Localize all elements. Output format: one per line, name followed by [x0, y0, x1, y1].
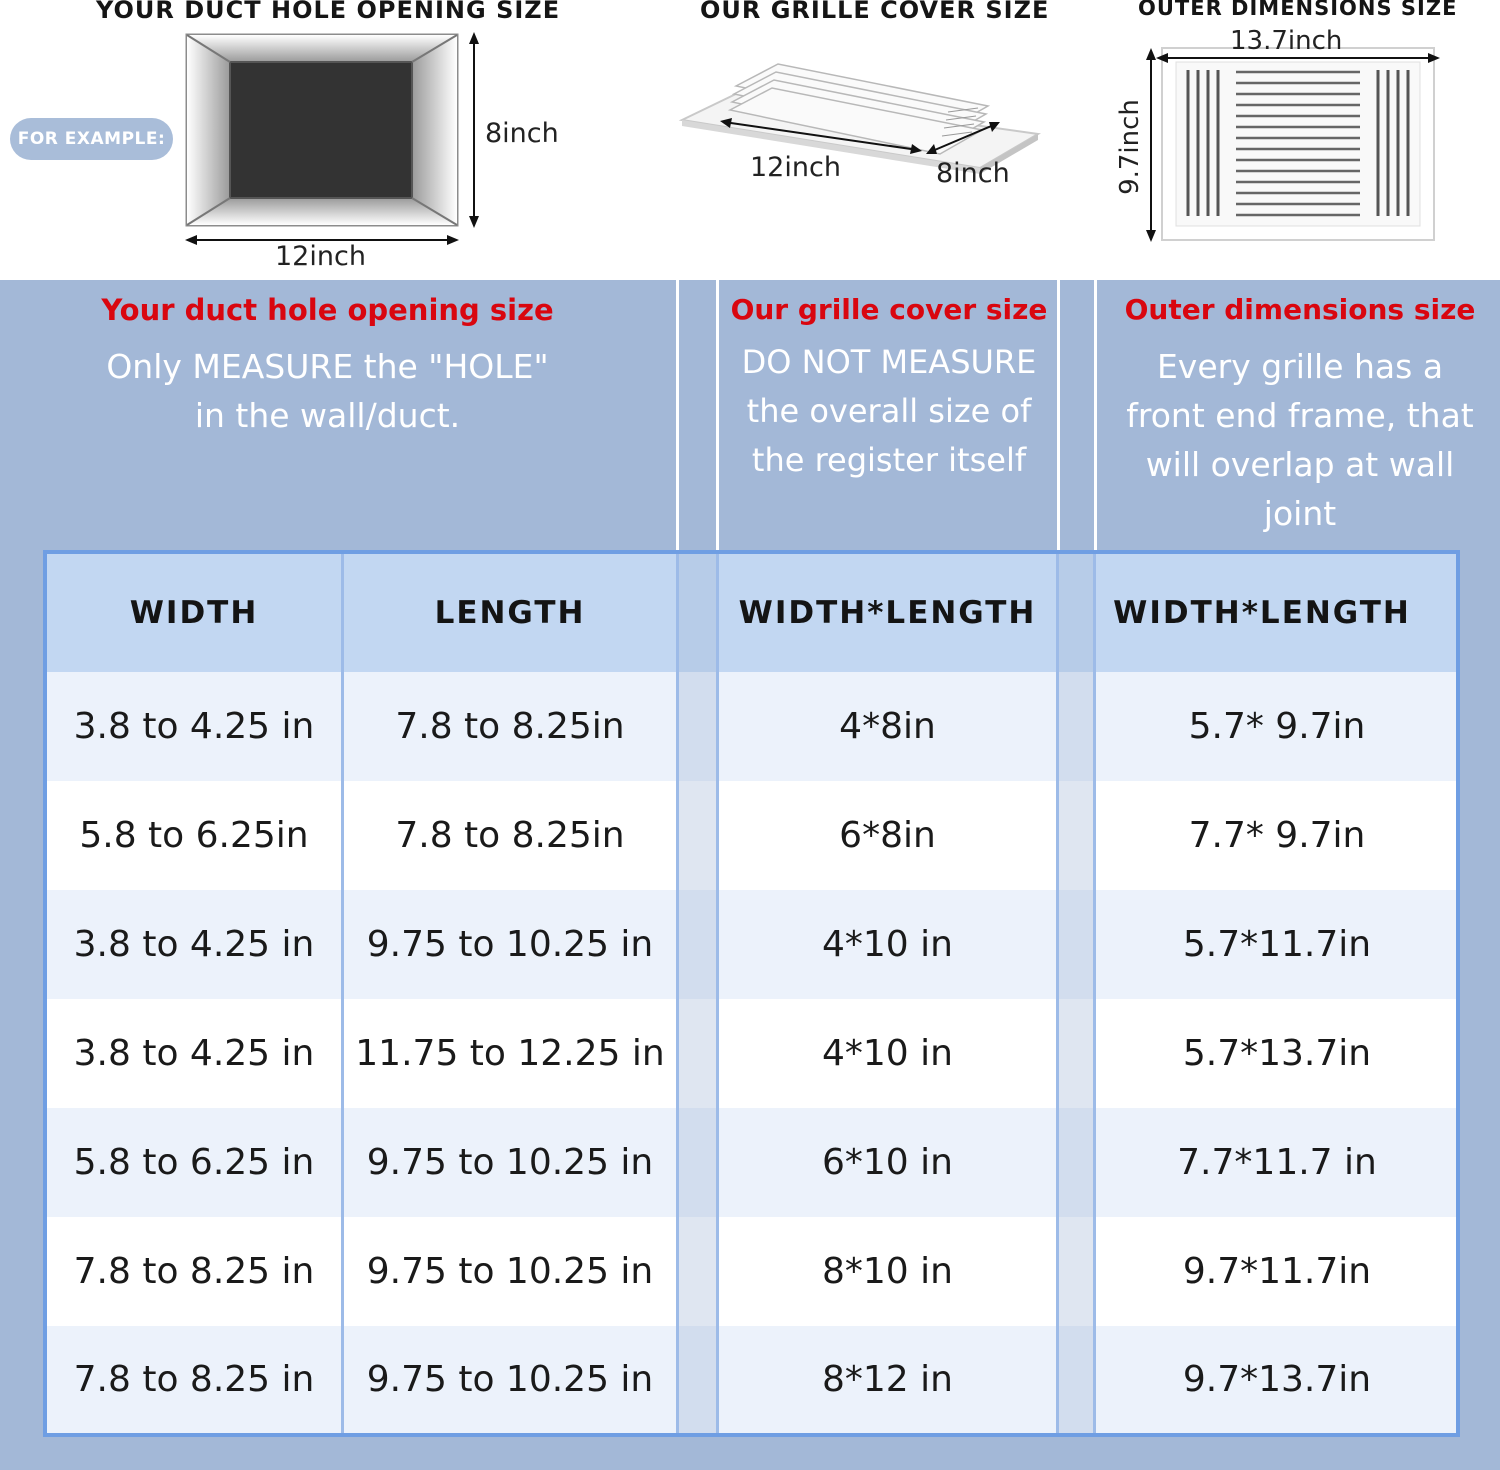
cell-width: 3.8 to 4.25 in — [73, 924, 315, 965]
duct-width-label: 12inch — [275, 241, 366, 272]
outer-frame-illustration — [1140, 42, 1445, 247]
cell-grille-size: 8*10 in — [822, 1251, 953, 1292]
cell-width: 7.8 to 8.25 in — [73, 1359, 315, 1400]
column-divider — [676, 280, 679, 550]
cell-width: 5.8 to 6.25in — [79, 815, 309, 856]
table-row — [47, 1108, 1456, 1217]
table-column-rule — [1056, 554, 1059, 1433]
table-header-row — [47, 554, 1456, 672]
column-divider — [716, 280, 719, 550]
duct-height-label: 8inch — [485, 118, 559, 149]
table-column-rule — [341, 554, 344, 1433]
outer-figure-title: OUTER DIMENSIONS SIZE — [1138, 0, 1458, 20]
grille-width-label: 12inch — [750, 152, 841, 183]
table-row — [47, 999, 1456, 1108]
header-width: WIDTH — [129, 595, 259, 631]
cell-outer-size: 7.7* 9.7in — [1188, 815, 1366, 856]
column-gap — [1059, 554, 1095, 1433]
cell-grille-size: 8*12 in — [822, 1359, 953, 1400]
cell-outer-size: 7.7*11.7 in — [1177, 1142, 1377, 1183]
cell-grille-size: 6*10 in — [822, 1142, 953, 1183]
outer-width-label: 13.7inch — [1230, 26, 1343, 56]
cell-width: 5.8 to 6.25 in — [73, 1142, 315, 1183]
grille-height-label: 8inch — [936, 158, 1010, 189]
header-length: LENGTH — [434, 595, 586, 631]
cell-length: 9.75 to 10.25 in — [366, 1142, 654, 1183]
cell-length: 9.75 to 10.25 in — [366, 1251, 654, 1292]
duct-heading: Your duct hole opening size — [101, 293, 554, 327]
outer-heading: Outer dimensions size — [1124, 293, 1476, 326]
cell-grille-size: 6*8in — [839, 815, 936, 856]
cell-length: 9.75 to 10.25 in — [366, 924, 654, 965]
cell-outer-size: 5.7*13.7in — [1182, 1033, 1372, 1074]
cell-grille-size: 4*10 in — [822, 1033, 953, 1074]
grille-figure-title: OUR GRILLE COVER SIZE — [700, 0, 1050, 24]
outer-description — [1100, 292, 1500, 538]
header-grille-size: WIDTH*LENGTH — [738, 595, 1037, 631]
cell-outer-size: 5.7*11.7in — [1182, 924, 1372, 965]
cell-grille-size: 4*8in — [839, 706, 936, 747]
table-column-rule — [1093, 554, 1096, 1433]
example-badge: FOR EXAMPLE: — [10, 118, 173, 160]
header-outer-size: WIDTH*LENGTH — [1113, 595, 1411, 631]
grille-heading: Our grille cover size — [730, 293, 1048, 326]
duct-figure-title: YOUR DUCT HOLE OPENING SIZE — [96, 0, 561, 24]
cell-width: 3.8 to 4.25 in — [73, 1033, 315, 1074]
size-table — [43, 550, 1460, 1437]
cell-length: 11.75 to 12.25 in — [355, 1033, 665, 1074]
table-column-rule — [716, 554, 719, 1433]
table-row — [47, 781, 1456, 890]
duct-description — [70, 292, 585, 440]
duct-body: Only MEASURE the "HOLE" in the wall/duct. — [106, 347, 549, 435]
cell-length: 7.8 to 8.25in — [395, 815, 625, 856]
table-row — [47, 672, 1456, 781]
outer-height-label: 9.7inch — [1114, 99, 1145, 195]
table-row — [47, 1326, 1456, 1433]
duct-hole-illustration — [180, 28, 500, 258]
cell-width: 3.8 to 4.25 in — [73, 706, 315, 747]
cell-length: 9.75 to 10.25 in — [366, 1359, 654, 1400]
cell-grille-size: 4*10 in — [822, 924, 953, 965]
grille-description — [720, 292, 1058, 485]
table-row — [47, 1217, 1456, 1326]
cell-length: 7.8 to 8.25in — [395, 706, 625, 747]
cell-width: 7.8 to 8.25 in — [73, 1251, 315, 1292]
cell-outer-size: 9.7*13.7in — [1182, 1359, 1372, 1400]
column-gap — [679, 554, 719, 1433]
cell-outer-size: 9.7*11.7in — [1182, 1251, 1372, 1292]
outer-body: Every grille has a front end frame, that will overlap at wall joint — [1126, 347, 1474, 533]
cell-outer-size: 5.7* 9.7in — [1188, 706, 1366, 747]
table-row — [47, 890, 1456, 999]
illustration-band — [0, 0, 1500, 280]
column-divider — [1094, 280, 1097, 550]
grille-body: DO NOT MEASURE the overall size of the register itself — [741, 343, 1037, 479]
table-column-rule — [676, 554, 679, 1433]
